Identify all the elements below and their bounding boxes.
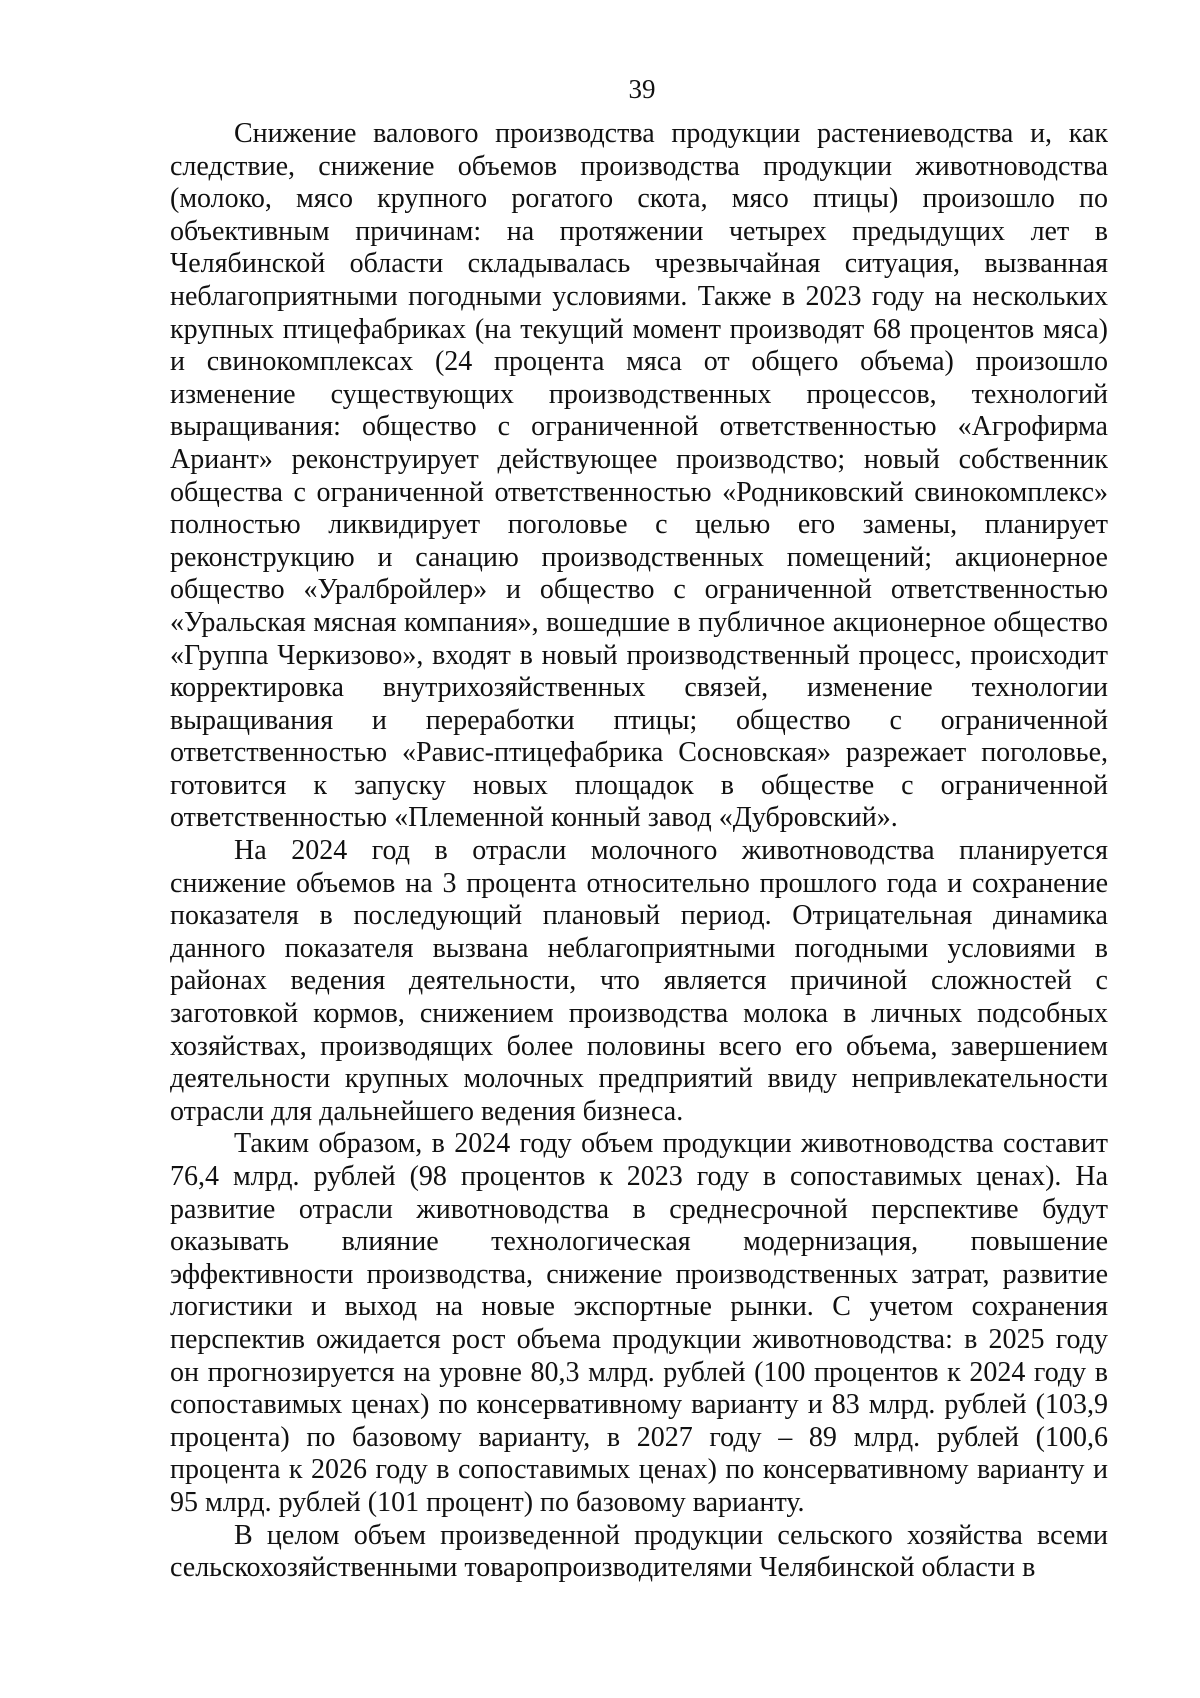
paragraph-agriculture-total-volume: В целом объем произведенной продукции сельского хозяйства всеми сельскохозяйственными товаропроизводителями Челябинской области в: [170, 1519, 1108, 1584]
document-body: [170, 118, 1108, 1585]
paragraph-livestock-decline-reasons: Снижение валового производства продукции растениеводства и, как следствие, снижение объемов производства продукции животноводства (молоко, мясо крупного рогатого скота, мясо птицы) произошло по объективным причинам: на протяжении четырех предыдущих лет в Челябинской области складывалась чрезвычайная ситуация, вызванная неблагоприятными погодными условиями. Также в 2023 году на нескольких крупных птицефабриках (на текущий момент производят 68 процентов мяса) и свинокомплексах (24 процента мяса от общего объема) произошло изменение существующих производственных процессов, технологий выращивания: общество с ограниченной ответственностью «Агрофирма Ариант» реконструирует действующее производство; новый собственник общества с ограниченной ответственностью «Родниковский свинокомплекс» полностью ликвидирует поголовье с целью его замены, планирует реконструкцию и санацию производственных помещений; акционерное общество «Уралбройлер» и общество с ограниченной ответственностью «Уральская мясная компания», вошедшие в публичное акционерное общество «Группа Черкизово», входят в новый производственный процесс, происходит корректировка внутрихозяйственных связей, изменение технологии выращивания и переработки птицы; общество с ограниченной ответственностью «Равис-птицефабрика Сосновская» разрежает поголовье, готовится к запуску новых площадок в обществе с ограниченной ответственностью «Племенной конный завод «Дубровский».: [170, 118, 1108, 834]
paragraph-dairy-forecast-2024: На 2024 год в отрасли молочного животноводства планируется снижение объемов на 3 процента относительно прошлого года и сохранение показателя в последующий плановый период. Отрицательная динамика данного показателя вызвана неблагоприятными погодными условиями в районах ведения деятельности, что является причиной сложностей с заготовкой кормов, снижением производства молока в личных подсобных хозяйствах, производящих более половины всего его объема, завершением деятельности крупных молочных предприятий ввиду непривлекательности отрасли для дальнейшего ведения бизнеса.: [170, 835, 1108, 1127]
paragraph-livestock-volume-forecast: Таким образом, в 2024 году объем продукции животноводства составит 76,4 млрд. рублей (98 процентов к 2023 году в сопоставимых ценах). На развитие отрасли животноводства в среднесрочной перспективе будут оказывать влияние технологическая модернизация, повышение эффективности производства, снижение производственных затрат, развитие логистики и выход на новые экспортные рынки. С учетом сохранения перспектив ожидается рост объема продукции животноводства: в 2025 году он прогнозируется на уровне 80,3 млрд. рублей (100 процентов к 2024 году в сопоставимых ценах) по консервативному варианту и 83 млрд. рублей (103,9 процента) по базовому варианту, в 2027 году – 89 млрд. рублей (100,6 процента к 2026 году в сопоставимых ценах) по консервативному варианту и 95 млрд. рублей (101 процент) по базовому варианту.: [170, 1128, 1108, 1518]
page-number: 39: [628, 74, 656, 104]
